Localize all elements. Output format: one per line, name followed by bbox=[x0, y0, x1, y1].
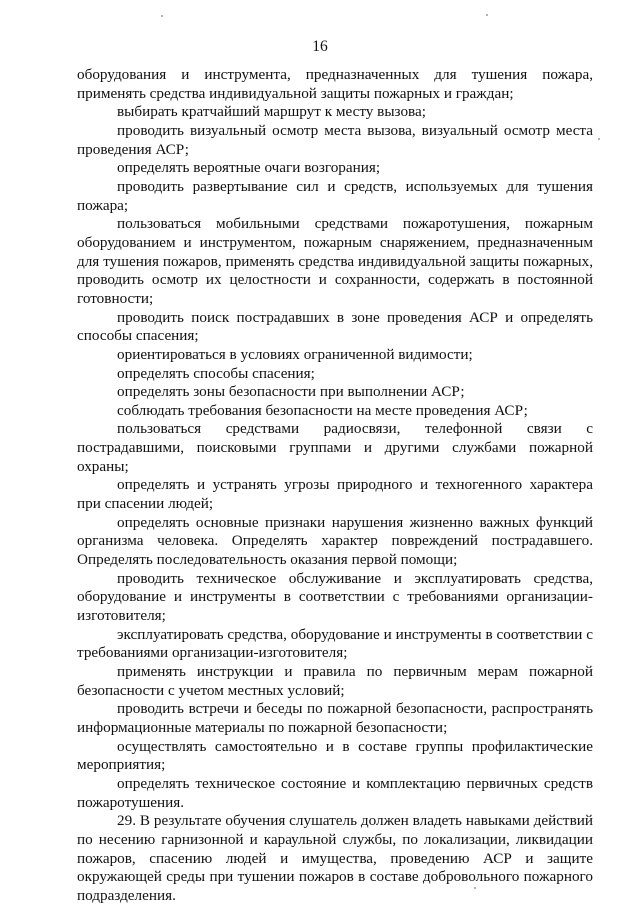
paragraph: проводить техническое обслуживание и эксплуатировать средства, оборудование и инструменты в соответствии с требованиями организации-изготовителя; bbox=[77, 569, 593, 625]
scan-speck bbox=[474, 887, 476, 889]
scan-speck bbox=[598, 138, 600, 140]
paragraph: осуществлять самостоятельно и в составе группы профилактические мероприятия; bbox=[77, 737, 593, 774]
paragraph: пользоваться средствами радиосвязи, телефонной связи с пострадавшими, поисковыми группами и другими службами пожарной охраны; bbox=[77, 420, 593, 475]
paragraph: определять зоны безопасности при выполнении АСР; bbox=[117, 383, 465, 401]
paragraph: пользоваться мобильными средствами пожаротушения, пожарным оборудованием и инструментом, пожарным снаряжением, предназначенным для тушения пожаров, применять средства индивидуальной защиты пожарных, проводить осмотр их целостности и сохранности, содержать в постоянной готовности; bbox=[77, 215, 593, 307]
scan-speck bbox=[486, 14, 488, 16]
paragraph: определять и устранять угрозы природного и техногенного характера при спасении людей; bbox=[77, 476, 593, 513]
scan-speck bbox=[161, 15, 163, 17]
paragraph: оборудования и инструмента, предназначенных для тушения пожара, применять средства индивидуальной защиты пожарных и граждан; bbox=[77, 66, 593, 102]
paragraph: соблюдать требования безопасности на месте проведения АСР; bbox=[117, 401, 528, 419]
paragraph: проводить встречи и беседы по пожарной безопасности, распространять информационные материалы по пожарной безопасности; bbox=[77, 700, 593, 736]
paragraph: определять техническое состояние и комплектацию первичных средств пожаротушения. bbox=[77, 774, 593, 811]
paragraph: проводить визуальный осмотр места вызова, визуальный осмотр места проведения АСР; bbox=[77, 121, 593, 158]
paragraph: определять вероятные очаги возгорания; bbox=[117, 159, 381, 177]
paragraph: определять способы спасения; bbox=[117, 364, 315, 382]
paragraph: проводить развертывание сил и средств, используемых для тушения пожара; bbox=[77, 177, 593, 214]
paragraph: эксплуатировать средства, оборудование и инструменты в соответствии с требованиями организации-изготовителя; bbox=[77, 625, 593, 662]
paragraph: выбирать кратчайший маршрут к месту вызова; bbox=[117, 103, 426, 121]
body-text bbox=[77, 66, 593, 906]
paragraph: проводить поиск пострадавших в зоне проведения АСР и определять способы спасения; bbox=[77, 308, 593, 345]
paragraph: ориентироваться в условиях ограниченной видимости; bbox=[117, 345, 473, 363]
paragraph: применять инструкции и правила по первичным мерам пожарной безопасности с учетом местных условий; bbox=[77, 663, 593, 699]
paragraph: 29. В результате обучения слушатель должен владеть навыками действий по несению гарнизонной и караульной службы, по локализации, ликвидации пожаров, спасению людей и имущества, проведению АСР и защите окружающей среды при тушении пожаров в составе добровольного пожарного подразделения. bbox=[77, 812, 593, 904]
paragraph: определять основные признаки нарушения жизненно важных функций организма человека. Определять характер повреждений пострадавшего. Определять последовательность оказания первой помощи; bbox=[77, 513, 593, 569]
page-number: 16 bbox=[312, 38, 328, 55]
